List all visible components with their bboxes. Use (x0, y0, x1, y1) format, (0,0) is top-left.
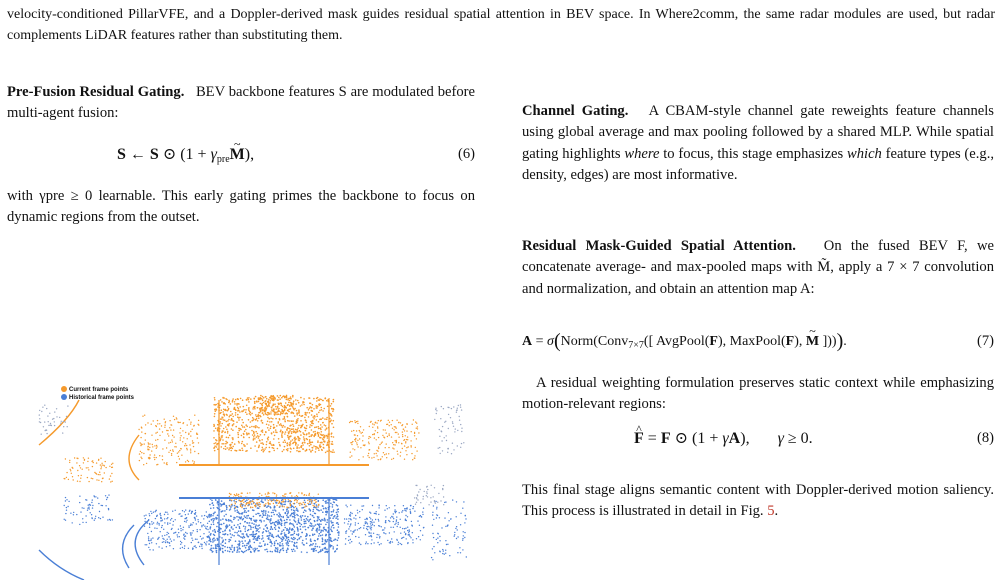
orange-dot-icon (61, 386, 67, 392)
point-arc (129, 435, 139, 480)
point-cloud-canvas (29, 380, 469, 580)
equation-7 (522, 331, 994, 355)
point-cluster (349, 419, 420, 460)
equation-7-number: (7) (976, 333, 994, 349)
final-paragraph: This final stage aligns semantic content with Doppler-derived motion saliency. This process is illustrated in detail in Fig. 5. (522, 482, 994, 520)
channel-paragraph: Channel Gating. A CBAM-style channel gate reweights feature channels using global average and max pooling followed by a shared MLP. While spatial gating highlights where to focus, this stage emphasizes which feature types (e.g., density, edges) are most informative. (522, 103, 995, 183)
equation-8-number: (8) (976, 430, 994, 446)
prefusion-text: BEV backbone features S are modulated before multi-agent fusion: (7, 84, 475, 122)
equation-6-body: S ← S ⊙ ($1 + \gamma_{pre}\sim$ M), (117, 144, 254, 170)
equation-6-number: (6) (457, 146, 475, 162)
spatial-heading: Residual Mask-Guided Spatial Attention. (522, 238, 796, 254)
equation-6 (7, 144, 475, 168)
equation-7-body: A = σ(Norm(Conv$_{7\times 7}$([ AvgPool(F), MaxPool(F), ~ M ]))). (522, 331, 847, 356)
point-arc (123, 525, 134, 568)
point-cluster (64, 457, 114, 483)
point-cluster (39, 405, 69, 435)
figure-legend (61, 386, 134, 402)
legend-historical: Historical frame points (61, 394, 134, 402)
gating-paragraph: with γpre ≥ 0 learnable. This early gating primes the backbone to focus on dynamic regions from the outset. (7, 188, 475, 226)
residual-paragraph: A residual weighting formulation preserves static context while emphasizing motion-relevant regions: (522, 375, 994, 413)
point-cluster (138, 415, 199, 466)
figure-reference-link[interactable]: 5 (767, 503, 775, 520)
point-cluster (414, 485, 445, 506)
channel-heading: Channel Gating. (522, 103, 629, 119)
equation-8-body: ^ F = F ⊙ (1 + γA), γ ≥ 0. (634, 428, 813, 449)
equation-8 (522, 428, 994, 452)
point-cluster (431, 499, 467, 560)
point-cluster (144, 509, 215, 550)
point-arc (39, 550, 84, 580)
blue-dot-icon (61, 394, 67, 400)
intro-paragraph: velocity-conditioned PillarVFE, and a Doppler-derived mask guides residual spatial attention in BEV space. In Where2comm, the same radar modules are used, but radar complements LiDAR features rather than substituting them. (7, 7, 995, 43)
prefusion-heading: Pre-Fusion Residual Gating. (7, 84, 185, 100)
spatial-paragraph: Residual Mask-Guided Spatial Attention. On the fused BEV F, we concatenate average- and max-pooled maps with M̃, apply a 7 × 7 convolution and normalization, and obtain an attention map A: (522, 238, 994, 297)
point-cluster (344, 504, 425, 545)
point-cluster (253, 395, 294, 416)
point-cluster (208, 497, 339, 554)
point-cluster (434, 404, 464, 454)
point-cluster (64, 494, 114, 525)
point-cloud-figure (29, 380, 469, 580)
point-arc (135, 520, 149, 565)
legend-current: Current frame points (61, 386, 134, 394)
prefusion-paragraph (7, 82, 475, 125)
